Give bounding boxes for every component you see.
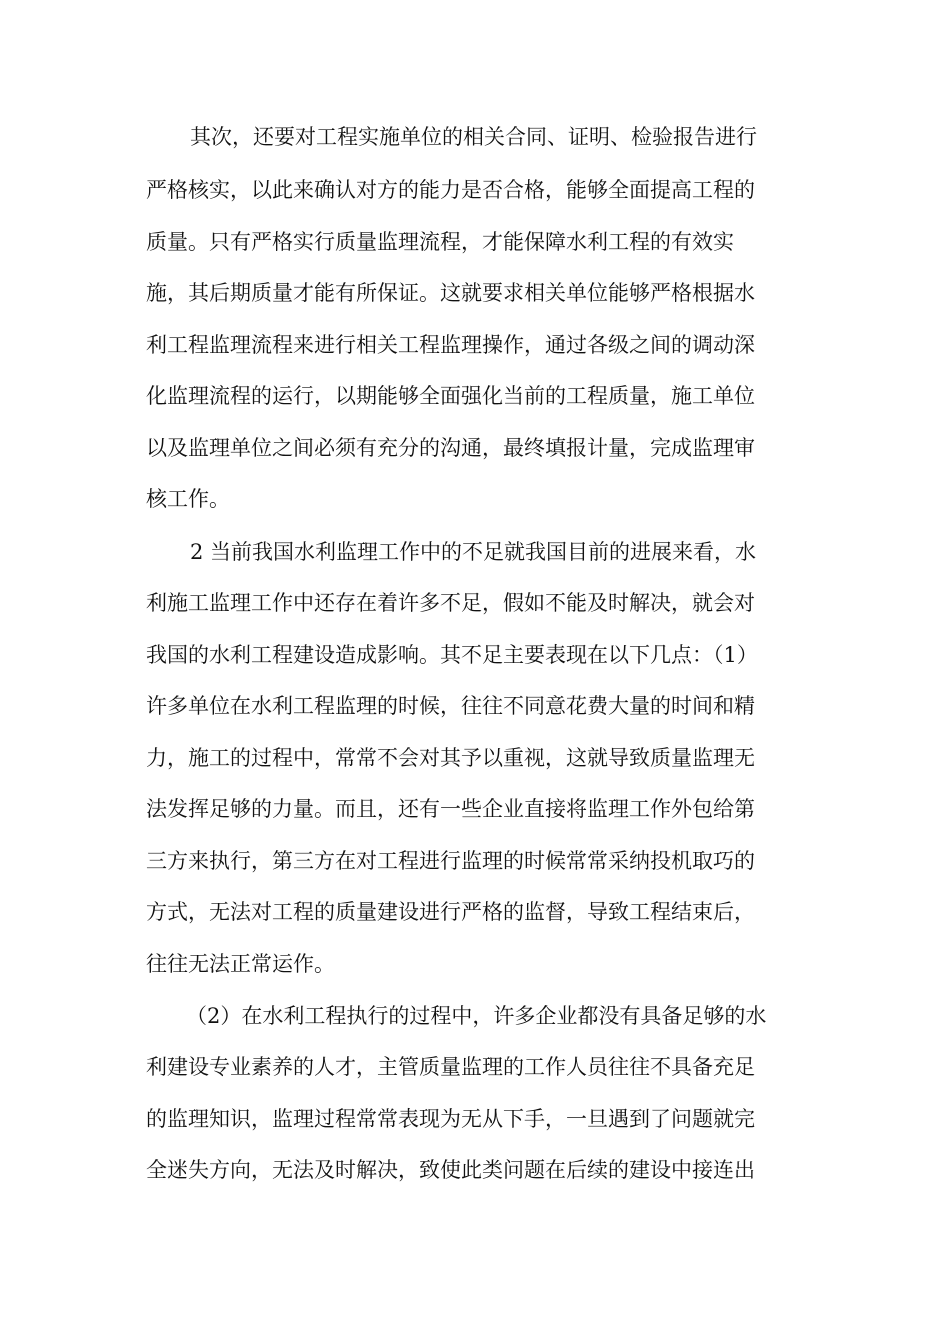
paragraph-1-line-8: 核工作。 (146, 487, 230, 511)
paragraph-3-line-1: （2）在水利工程执行的过程中，许多企业都没有具备足够的水 (186, 1004, 767, 1028)
paragraph-3-line-3: 的监理知识，监理过程常常表现为无从下手，一旦遇到了问题就完 (146, 1107, 755, 1131)
paragraph-1-line-1: 其次，还要对工程实施单位的相关合同、证明、检验报告进行 (190, 125, 757, 149)
paragraph-1-line-2: 严格核实，以此来确认对方的能力是否合格，能够全面提高工程的 (146, 178, 755, 202)
paragraph-2-line-2: 利施工监理工作中还存在着许多不足，假如不能及时解决，就会对 (146, 591, 755, 615)
paragraph-2-line-3: 我国的水利工程建设造成影响。其不足主要表现在以下几点：（1） (146, 643, 758, 667)
paragraph-2-line-8: 方式，无法对工程的质量建设进行严格的监督，导致工程结束后， (146, 900, 755, 924)
paragraph-1-line-3: 质量。只有严格实行质量监理流程，才能保障水利工程的有效实 (146, 230, 734, 254)
paragraph-2-line-7: 三方来执行，第三方在对工程进行监理的时候常常采纳投机取巧的 (146, 849, 755, 873)
paragraph-1-line-7: 以及监理单位之间必须有充分的沟通，最终填报计量，完成监理审 (146, 436, 755, 460)
paragraph-3-line-4: 全迷失方向，无法及时解决，致使此类问题在后续的建设中接连出 (146, 1158, 755, 1182)
paragraph-2-line-9: 往往无法正常运作。 (146, 952, 335, 976)
paragraph-3-line-2: 利建设专业素养的人才，主管质量监理的工作人员往往不具备充足 (146, 1055, 755, 1079)
paragraph-2-line-4: 许多单位在水利工程监理的时候，往往不同意花费大量的时间和精 (146, 694, 755, 718)
paragraph-2-line-5: 力，施工的过程中，常常不会对其予以重视，这就导致质量监理无 (146, 746, 755, 770)
paragraph-1-line-4: 施，其后期质量才能有所保证。这就要求相关单位能够严格根据水 (146, 281, 755, 305)
paragraph-2-line-6: 法发挥足够的力量。而且，还有一些企业直接将监理工作外包给第 (146, 797, 755, 821)
paragraph-1-line-6: 化监理流程的运行，以期能够全面强化当前的工程质量，施工单位 (146, 384, 755, 408)
paragraph-2-line-1: 2 当前我国水利监理工作中的不足就我国目前的进展来看，水 (190, 540, 757, 564)
paragraph-1-line-5: 利工程监理流程来进行相关工程监理操作，通过各级之间的调动深 (146, 333, 755, 357)
